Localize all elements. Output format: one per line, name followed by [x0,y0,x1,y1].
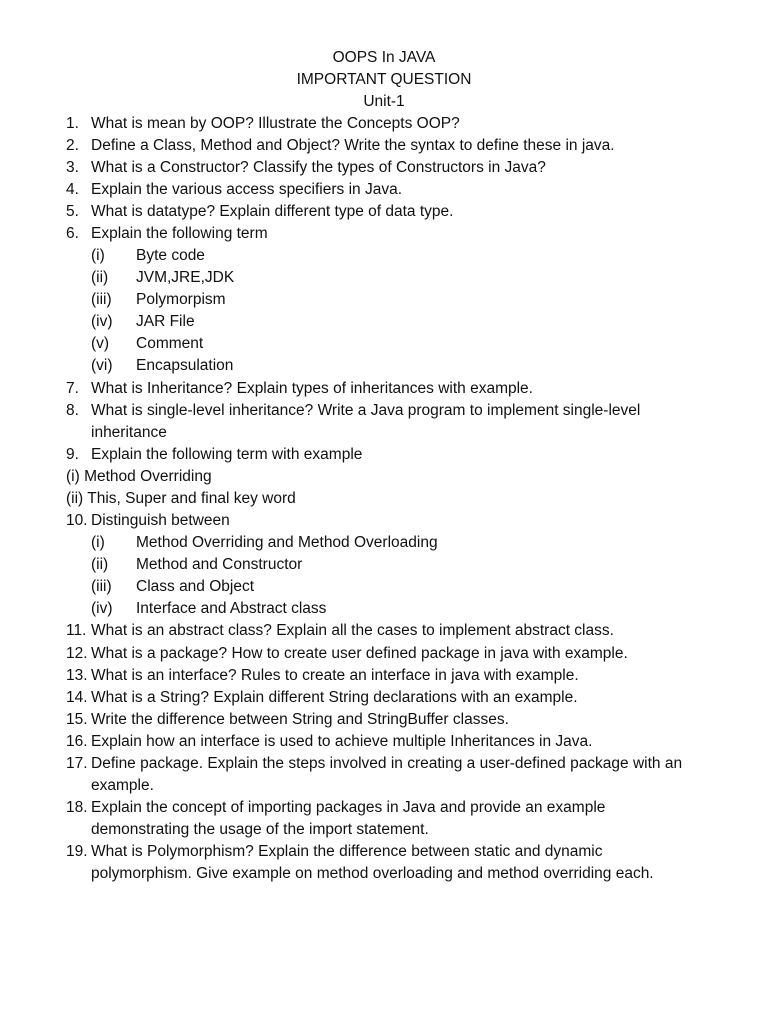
question-number: 19. [66,843,88,860]
question-text: Explain how an interface is used to achieve multiple Inheritances in Java. [91,733,593,750]
question-text: What is datatype? Explain different type of data type. [91,203,454,220]
question-number: 12. [66,645,88,662]
question-number: 2. [66,137,79,154]
question-text: What is a Constructor? Classify the types of Constructors in Java? [91,159,546,176]
question-text: What is an abstract class? Explain all the cases to implement abstract class. [91,622,614,639]
sub-item-numeral: (vi) [91,357,113,374]
question-item [66,223,706,245]
question-text: Distinguish between [91,512,230,529]
question-item [66,378,706,400]
sub-item-text: Encapsulation [136,357,234,374]
question-text: What is Polymorphism? Explain the difference between static and dynamic polymorphism. Give example on method overloading and method overriding each. [91,843,654,882]
question-number: 10. [66,512,88,529]
question-item [66,113,706,135]
question-item [66,135,706,157]
sub-item-text: JAR File [136,313,195,330]
question-item [66,400,706,444]
unit-label: Unit-1 [363,93,405,110]
question-item [66,709,706,731]
sub-item-text: Polymorpism [136,291,226,308]
question-number: 3. [66,159,79,176]
question-number: 17. [66,755,88,772]
question-number: 9. [66,446,79,463]
sub-item-text: Method Overriding and Method Overloading [136,534,438,551]
sub-item-numeral: (iii) [91,578,112,595]
question-item [66,797,706,841]
sub-item-numeral: (ii) [91,556,109,573]
question-item [66,179,706,201]
sub-item-text: Comment [136,335,204,352]
question-number: 13. [66,667,88,684]
sub-item-text: Class and Object [136,578,255,595]
question-text: What is Inheritance? Explain types of inheritances with example. [91,380,533,397]
question-item [66,620,706,642]
question-text: What is a String? Explain different String declarations with an example. [91,689,578,706]
question-number: 5. [66,203,79,220]
question-number: 7. [66,380,79,397]
question-number: 16. [66,733,88,750]
sub-item-numeral: (iii) [91,291,112,308]
question-text: Explain the following term [91,225,268,242]
question-number: 18. [66,799,88,816]
question-text: What is single-level inheritance? Write a Java program to implement single-level inheritance [91,402,641,441]
question-number: 6. [66,225,79,242]
sub-item-numeral: (iv) [91,313,113,330]
question-item [66,665,706,687]
sub-item-text: JVM,JRE,JDK [136,269,235,286]
question-item [66,444,706,466]
question-number: 14. [66,689,88,706]
sub-item-numeral: (i) [91,247,105,264]
question-number: 8. [66,402,79,419]
question-item [66,157,706,179]
question-item [66,510,706,532]
document-title: OOPS In JAVA [332,49,436,66]
question-text: What is mean by OOP? Illustrate the Concepts OOP? [91,115,460,132]
question-item [66,643,706,665]
question-text: Write the difference between String and StringBuffer classes. [91,711,509,728]
question-text: Explain the various access specifiers in Java. [91,181,403,198]
sub-item: (i) Method Overriding [66,468,212,485]
sub-item-text: Interface and Abstract class [136,600,327,617]
question-text: Define package. Explain the steps involved in creating a user-defined package with an example. [91,755,683,794]
sub-item: (ii) This, Super and final key word [66,490,296,507]
sub-item-numeral: (ii) [91,269,109,286]
sub-item-numeral: (iv) [91,600,113,617]
question-number: 1. [66,115,79,132]
question-item [66,731,706,753]
question-text: Explain the following term with example [91,446,363,463]
question-text: What is a package? How to create user defined package in java with example. [91,645,628,662]
question-number: 4. [66,181,79,198]
question-number: 15. [66,711,88,728]
sub-item-text: Byte code [136,247,205,264]
question-item [66,841,706,885]
question-item [66,753,706,797]
question-number: 11. [66,622,87,639]
sub-item-numeral: (i) [91,534,105,551]
sub-item-numeral: (v) [91,335,110,352]
document-subtitle: IMPORTANT QUESTION [296,71,472,88]
question-text: Explain the concept of importing packages in Java and provide an example demonstrating the usage of the import statement. [91,799,606,838]
question-text: What is an interface? Rules to create an interface in java with example. [91,667,579,684]
sub-item-text: Method and Constructor [136,556,303,573]
question-item [66,201,706,223]
question-item [66,687,706,709]
question-text: Define a Class, Method and Object? Write the syntax to define these in java. [91,137,615,154]
